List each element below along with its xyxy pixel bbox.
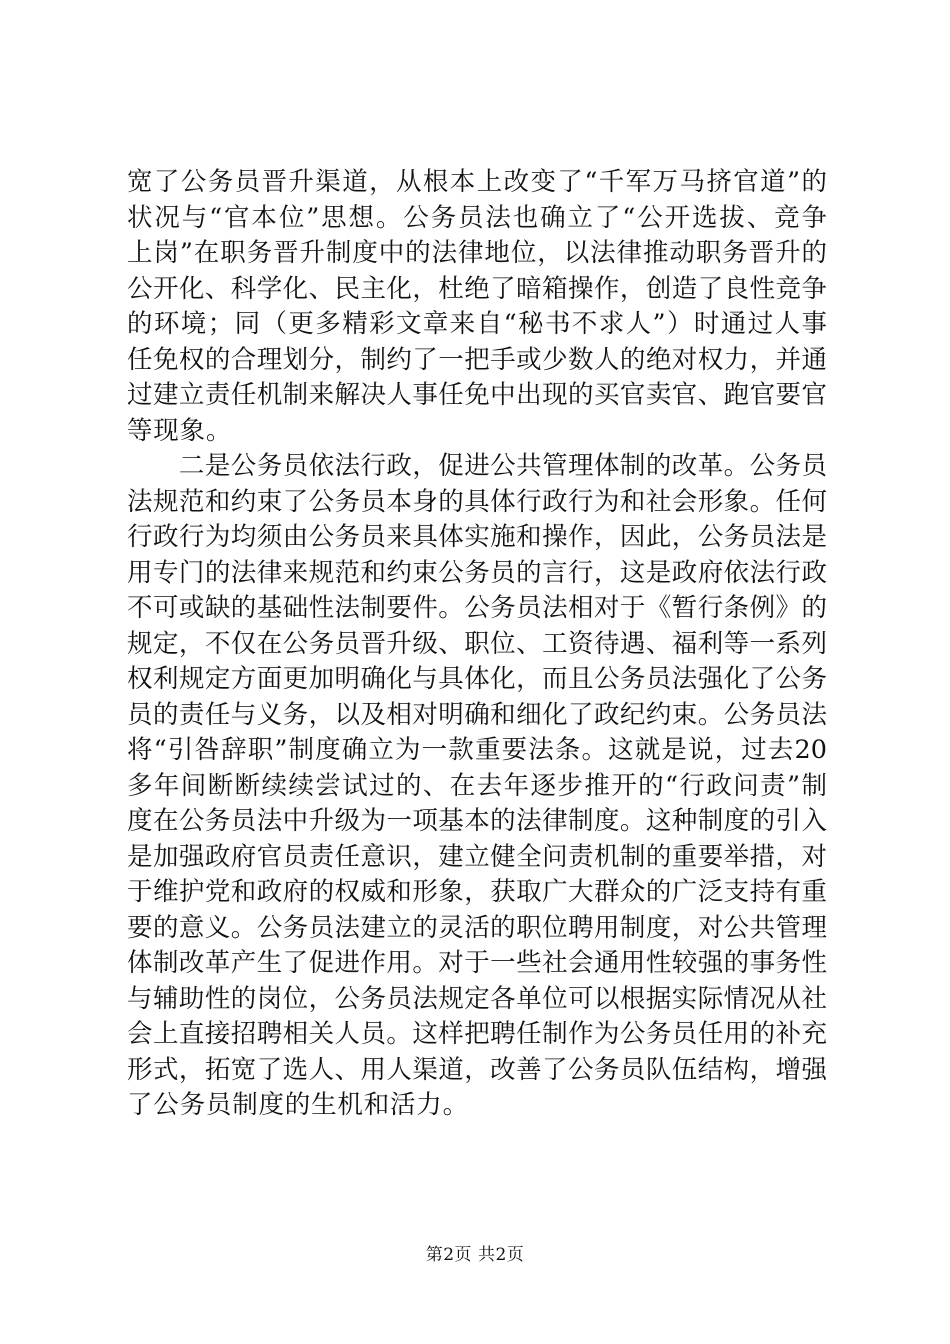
text-line: 度在公务员法中升级为一项基本的法律制度。这种制度的引入 (127, 806, 827, 836)
text-line: 要的意义。公务员法建立的灵活的职位聘用制度，对公共管理 (127, 912, 827, 943)
text-line: 形式，拓宽了选人、用人渠道，改善了公务员队伍结构，增强 (127, 1054, 827, 1085)
text-line: 公开化、科学化、民主化，杜绝了暗箱操作，创造了良性竞争 (127, 273, 827, 304)
text-line: 员的责任与义务，以及相对明确和细化了政纪约束。公务员法 (127, 699, 827, 730)
text-line: 法规范和约束了公务员本身的具体行政行为和社会形象。任何 (127, 486, 827, 517)
text-line: 行政行为均须由公务员来具体实施和操作，因此，公务员法是 (127, 522, 827, 552)
text-line: 是加强政府官员责任意识，建立健全问责机制的重要举措，对 (127, 841, 827, 872)
text-line: 过建立责任机制来解决人事任免中出现的买官卖官、跑官要官 (127, 380, 827, 410)
body-text (127, 165, 827, 1124)
page-footer (0, 1245, 950, 1265)
text-line: 于维护党和政府的权威和形象，获取广大群众的广泛支持有重 (127, 877, 827, 907)
text-line: 的环境；同（更多精彩文章来自“秘书不求人”）时通过人事 (127, 309, 827, 339)
text-line: 与辅助性的岗位，公务员法规定各单位可以根据实际情况从社 (127, 983, 827, 1014)
text-line: 权利规定方面更加明确化与具体化，而且公务员法强化了公务 (127, 664, 827, 694)
text-line: 等现象。 (127, 415, 233, 446)
text-line: 宽了公务员晋升渠道，从根本上改变了“千军万马挤官道”的 (127, 167, 827, 197)
text-line: 任免权的合理划分，制约了一把手或少数人的绝对权力，并通 (127, 344, 827, 375)
text-line: 上岗”在职务晋升制度中的法律地位，以法律推动职务晋升的 (127, 238, 827, 268)
text-line: 状况与“官本位”思想。公务员法也确立了“公开选拔、竞争 (127, 202, 827, 233)
text-line: 用专门的法律来规范和约束公务员的言行，这是政府依法行政 (127, 557, 827, 588)
text-line: 规定，不仅在公务员晋升级、职位、工资待遇、福利等一系列 (127, 628, 827, 659)
page-number-indicator: 第2页 共2页 (425, 1245, 525, 1265)
text-line: 多年间断断续续尝试过的、在去年逐步推开的“行政问责”制 (127, 770, 827, 801)
text-line: 不可或缺的基础性法制要件。公务员法相对于《暂行条例》的 (127, 593, 827, 623)
text-line: 体制改革产生了促进作用。对于一些社会通用性较强的事务性 (127, 948, 827, 978)
text-line: 二是公务员依法行政，促进公共管理体制的改革。公务员 (127, 451, 827, 481)
text-line: 会上直接招聘相关人员。这样把聘任制作为公务员任用的补充 (127, 1019, 827, 1049)
text-line: 了公务员制度的生机和活力。 (127, 1090, 469, 1120)
text-line: 将“引咎辞职”制度确立为一款重要法条。这就是说，过去20 (127, 735, 827, 765)
